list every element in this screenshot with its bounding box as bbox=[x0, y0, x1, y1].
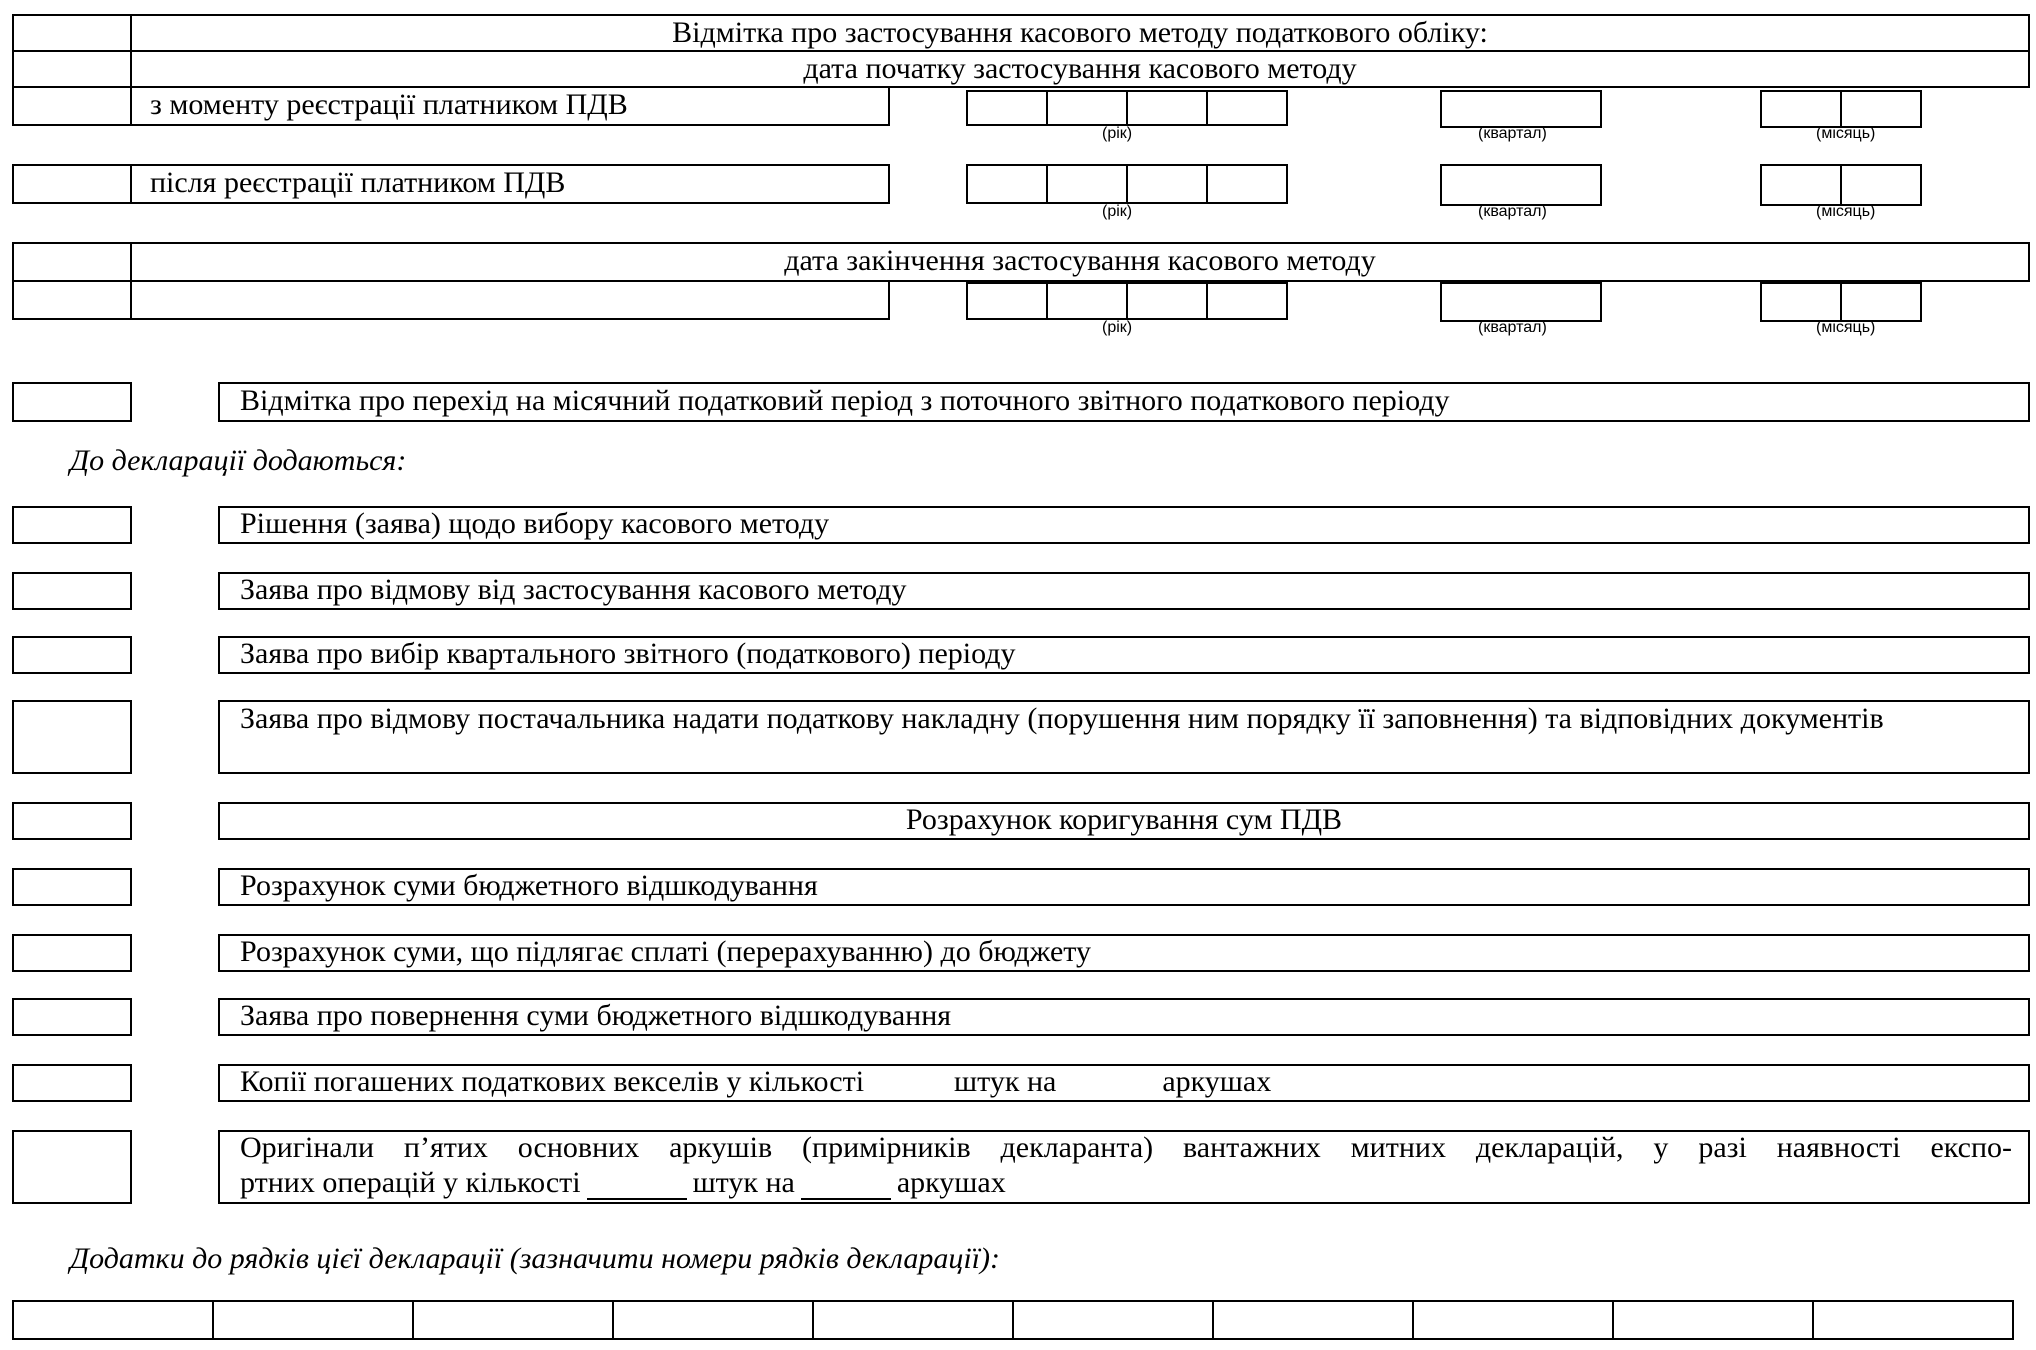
customs-line1: Оригінали п’ятих основних аркушів (примірників декларанта) вантажних митних декларацій, у разі наявності експо- bbox=[240, 1131, 2012, 1164]
annex-cell-1[interactable] bbox=[12, 1300, 214, 1340]
row1-month-caption: (місяць) bbox=[1816, 125, 1876, 142]
row3-month-input[interactable] bbox=[1760, 282, 1922, 316]
attachment-label-4: Заява про відмову постачальника надати податкову накладну (порушення ним порядку її заповнення) та відповідних документів bbox=[240, 702, 1884, 735]
annex-cell-8[interactable] bbox=[1412, 1300, 1614, 1340]
attachment-checkbox-1[interactable] bbox=[12, 506, 132, 544]
attachment-label-8: Заява про повернення суми бюджетного відшкодування bbox=[240, 999, 952, 1032]
annex-cell-2[interactable] bbox=[212, 1300, 414, 1340]
end-header-text: дата закінчення застосування касового методу bbox=[784, 244, 1376, 277]
row2-year-caption: (рік) bbox=[1102, 203, 1133, 220]
annexes-heading: Додатки до рядків цієї декларації (зазначити номери рядків декларації): bbox=[70, 1242, 1000, 1275]
row3-month-caption: (місяць) bbox=[1816, 319, 1876, 336]
attachment-checkbox-5[interactable] bbox=[12, 802, 132, 840]
attachment-checkbox-2[interactable] bbox=[12, 572, 132, 610]
attachment-label-6: Розрахунок суми бюджетного відшкодування bbox=[240, 869, 818, 902]
row3-quarter-caption: (квартал) bbox=[1478, 319, 1547, 336]
attachment-label-2: Заява про відмову від застосування касового методу bbox=[240, 573, 907, 606]
cash-method-header-text: Відмітка про застосування касового методу податкового обліку: bbox=[672, 16, 1488, 49]
start-header-text: дата початку застосування касового методу bbox=[803, 52, 1357, 85]
annex-cell-10[interactable] bbox=[1812, 1300, 2014, 1340]
attachment-label-3: Заява про вибір квартального звітного (податкового) періоду bbox=[240, 637, 1016, 670]
row3-quarter-input[interactable] bbox=[1440, 282, 1602, 322]
customs-suffix: аркушах bbox=[896, 1166, 1006, 1199]
cash-method-mark-box[interactable] bbox=[12, 14, 132, 52]
bills-middle: штук на bbox=[954, 1065, 1057, 1098]
attachments-heading: До декларації додаються: bbox=[70, 444, 407, 477]
row2-year-input[interactable] bbox=[966, 164, 1288, 198]
annex-cell-5[interactable] bbox=[812, 1300, 1014, 1340]
row1-year-caption: (рік) bbox=[1102, 125, 1133, 142]
annexes-row-numbers bbox=[12, 1300, 2014, 1334]
row3-year-input[interactable] bbox=[966, 282, 1288, 316]
annex-cell-9[interactable] bbox=[1612, 1300, 1814, 1340]
row2-month-input[interactable] bbox=[1760, 164, 1922, 198]
customs-middle: штук на bbox=[692, 1166, 795, 1199]
row1-quarter-input[interactable] bbox=[1440, 90, 1602, 128]
attachment-label-5: Розрахунок коригування сум ПДВ bbox=[905, 803, 1343, 836]
row1-label: з моменту реєстрації платником ПДВ bbox=[150, 88, 628, 121]
customs-line2 bbox=[240, 1166, 1006, 1200]
bills-checkbox[interactable] bbox=[12, 1064, 132, 1102]
annex-cell-4[interactable] bbox=[612, 1300, 814, 1340]
row2-quarter-input[interactable] bbox=[1440, 164, 1602, 206]
annex-cell-7[interactable] bbox=[1212, 1300, 1414, 1340]
row2-label: після реєстрації платником ПДВ bbox=[150, 166, 566, 199]
row3-year-caption: (рік) bbox=[1102, 319, 1133, 336]
monthly-period-checkbox[interactable] bbox=[12, 382, 132, 422]
attachment-checkbox-3[interactable] bbox=[12, 636, 132, 674]
bills-suffix: аркушах bbox=[1162, 1065, 1272, 1098]
monthly-period-label: Відмітка про перехід на місячний податковий період з поточного звітного податкового періоду bbox=[240, 384, 1450, 417]
customs-checkbox[interactable] bbox=[12, 1130, 132, 1204]
end-mark-box[interactable] bbox=[12, 242, 132, 282]
annex-cell-6[interactable] bbox=[1012, 1300, 1214, 1340]
row1-quarter-caption: (квартал) bbox=[1478, 125, 1547, 142]
attachment-checkbox-7[interactable] bbox=[12, 934, 132, 972]
attachment-checkbox-4[interactable] bbox=[12, 700, 132, 774]
row2-month-caption: (місяць) bbox=[1816, 203, 1876, 220]
row1-mark-box[interactable] bbox=[12, 86, 132, 126]
row2-quarter-caption: (квартал) bbox=[1478, 203, 1547, 220]
bills-label bbox=[240, 1065, 1271, 1099]
row3-label-box bbox=[130, 280, 890, 320]
attachment-checkbox-6[interactable] bbox=[12, 868, 132, 906]
attachment-checkbox-8[interactable] bbox=[12, 998, 132, 1036]
attachment-label-7: Розрахунок суми, що підлягає сплаті (перерахуванню) до бюджету bbox=[240, 935, 1091, 968]
customs-count-input[interactable] bbox=[587, 1168, 687, 1200]
attachment-label-1: Рішення (заява) щодо вибору касового методу bbox=[240, 507, 830, 540]
row3-mark-box[interactable] bbox=[12, 280, 132, 320]
bills-prefix: Копії погашених податкових векселів у кількості bbox=[240, 1065, 865, 1098]
customs-sheets-input[interactable] bbox=[801, 1168, 891, 1200]
row1-year-input[interactable] bbox=[966, 90, 1288, 124]
row1-month-input[interactable] bbox=[1760, 90, 1922, 124]
customs-prefix: ртних операцій у кількості bbox=[240, 1166, 581, 1199]
annex-cell-3[interactable] bbox=[412, 1300, 614, 1340]
row2-mark-box[interactable] bbox=[12, 164, 132, 204]
start-mark-box[interactable] bbox=[12, 50, 132, 88]
